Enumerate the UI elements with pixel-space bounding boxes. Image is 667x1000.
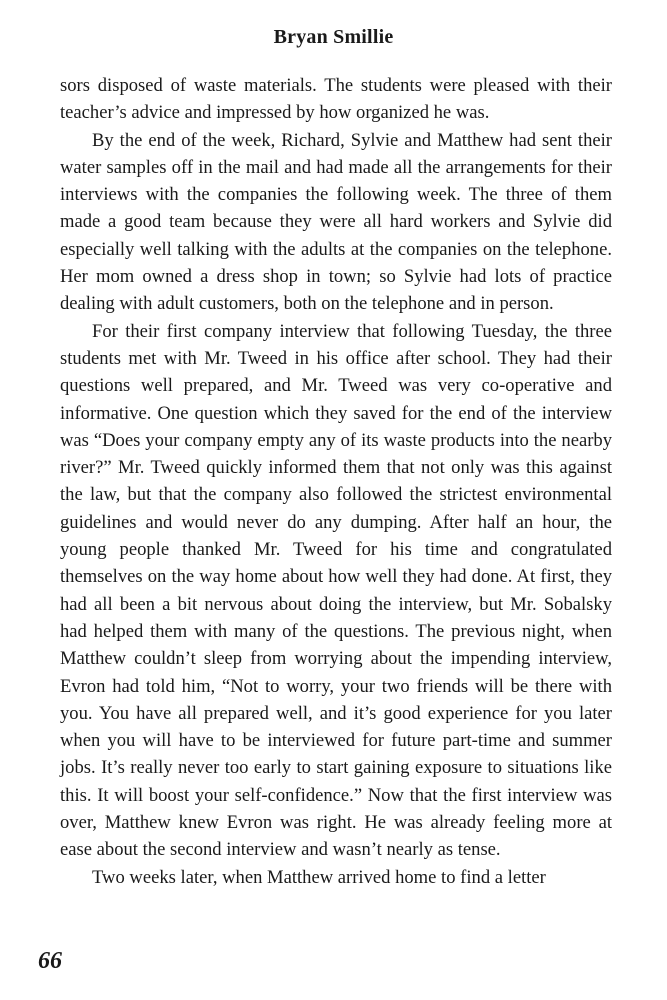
- paragraph-continued: sors disposed of waste materials. The students were pleased with their teacher’s advice and impressed by how organized he was.: [60, 75, 612, 124]
- paragraph: By the end of the week, Richard, Sylvie and Matthew had sent their water samples off in the mail and had made all the arrangements for their interviews with the companies the following week. The three of them made a good team because they were all hard workers and Sylvie did especially well talking with the adults at the companies on the telephone. Her mom owned a dress shop in town; so Sylvie had lots of practice dealing with adult customers, both on the telephone and in person.: [60, 129, 612, 315]
- paragraph: Two weeks later, when Matthew arrived home to find a letter: [92, 866, 546, 888]
- paragraph: For their first company interview that following Tuesday, the three students met with Mr. Tweed in his office after school. They had their questions well prepared, and Mr. Tweed was very co-operative and informative. One question which they saved for the end of the interview was “Does your company empty any of its waste products into the nearby river?” Mr. Tweed quickly informed them that not only was this against the law, but that the company also followed the strictest environmental guidelines and would never do any dumping. After half an hour, the young people thanked Mr. Tweed for his time and congratulated themselves on the way home about how well they had done. At first, they had all been a bit nervous about doing the interview, but Mr. Sobalsky had helped them with many of the questions. The previous night, when Matthew couldn’t sleep from worrying about the impending interview, Evron had told him, “Not to worry, your two friends will be there with you. You have all prepared well, and it’s good experience for you later when you will have to be interviewed for future part-time and summer jobs. It’s really never too early to start gaining exposure to situations like this. It will boost your self-confidence.” Now that the first interview was over, Matthew knew Evron was right. He was already feeling more at ease about the second interview and wasn’t nearly as tense.: [60, 320, 612, 861]
- page-number: 66: [38, 948, 62, 974]
- body-text: [60, 72, 612, 891]
- running-header-title: Bryan Smillie: [273, 26, 394, 48]
